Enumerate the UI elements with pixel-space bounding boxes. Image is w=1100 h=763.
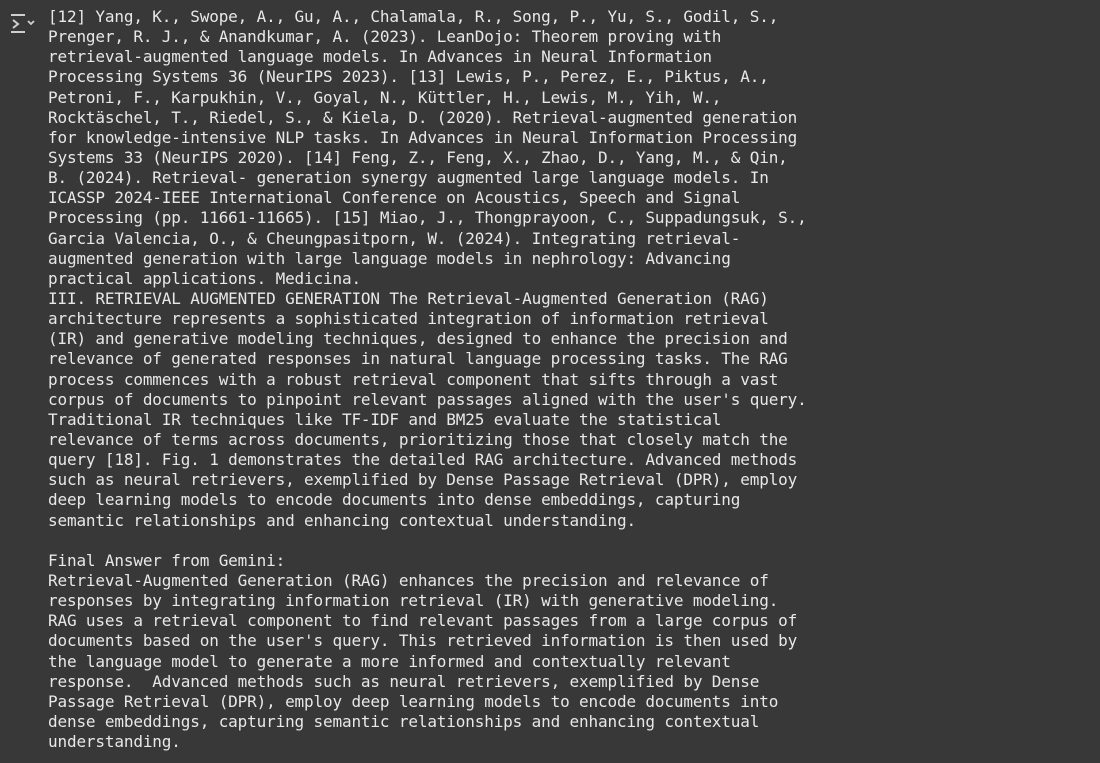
output-line: response. Advanced methods such as neural retrievers, exemplified by Dense — [48, 671, 760, 691]
output-line: Prenger, R. J., & Anandkumar, A. (2023). LeanDojo: Theorem proving with — [48, 27, 722, 47]
output-line: semantic relationships and enhancing contextual understanding. — [48, 510, 636, 530]
output-line: Systems 33 (NeurIPS 2020). [14] Feng, Z., Feng, X., Zhao, D., Yang, M., & Qin, — [48, 147, 788, 167]
output-line: Passage Retrieval (DPR), employ deep learning models to encode documents into — [48, 691, 779, 711]
output-line: retrieval-augmented language models. In Advances in Neural Information — [48, 47, 712, 67]
output-line: process commences with a robust retrieval component that sifts through a vast — [48, 369, 779, 389]
output-line: RAG uses a retrieval component to find relevant passages from a large corpus of — [48, 611, 798, 631]
output-line: Garcia Valencia, O., & Cheungpasitporn, W. (2024). Integrating retrieval- — [48, 228, 741, 248]
output-line: documents based on the user's query. This retrieved information is then used by — [48, 631, 798, 651]
output-line: Rocktäschel, T., Riedel, S., & Kiela, D. (2020). Retrieval-augmented generation — [48, 107, 798, 127]
output-line: Traditional IR techniques like TF-IDF and BM25 evaluate the statistical — [48, 409, 722, 429]
output-line: relevance of generated responses in natural language processing tasks. The RAG — [48, 349, 788, 369]
output-line — [48, 531, 1088, 551]
output-text — [48, 7, 1088, 752]
output-line: (IR) and generative modeling techniques, designed to enhance the precision and — [48, 329, 788, 349]
output-line: practical applications. Medicina. — [48, 268, 361, 288]
output-line: [12] Yang, K., Swope, A., Gu, A., Chalamala, R., Song, P., Yu, S., Godil, S., — [48, 7, 779, 26]
output-line: Petroni, F., Karpukhin, V., Goyal, N., Küttler, H., Lewis, M., Yih, W., — [48, 87, 722, 107]
output-line: relevance of terms across documents, prioritizing those that closely match the — [48, 429, 788, 449]
output-line: III. RETRIEVAL AUGMENTED GENERATION The Retrieval-Augmented Generation (RAG) — [48, 288, 769, 308]
output-line: corpus of documents to pinpoint relevant passages aligned with the user's query. — [48, 389, 807, 409]
output-line: Final Answer from Gemini: — [48, 550, 286, 570]
output-line: Processing Systems 36 (NeurIPS 2023). [13] Lewis, P., Perez, E., Piktus, A., — [48, 67, 769, 87]
output-line: the language model to generate a more informed and contextually relevant — [48, 651, 731, 671]
output-line: such as neural retrievers, exemplified by Dense Passage Retrieval (DPR), employ — [48, 470, 798, 490]
output-line: responses by integrating information retrieval (IR) with generative modeling. — [48, 591, 779, 611]
output-line: B. (2024). Retrieval- generation synergy augmented large language models. In — [48, 168, 769, 188]
output-line: Processing (pp. 11661-11665). [15] Miao, J., Thongprayoon, C., Suppadungsuk, S., — [48, 208, 807, 228]
output-toggle-icon[interactable] — [9, 12, 35, 34]
output-line: architecture represents a sophisticated integration of information retrieval — [48, 309, 769, 329]
output-line: dense embeddings, capturing semantic relationships and enhancing contextual — [48, 711, 760, 731]
output-line: Retrieval-Augmented Generation (RAG) enhances the precision and relevance of — [48, 570, 769, 590]
output-line: augmented generation with large language models in nephrology: Advancing — [48, 248, 731, 268]
output-line: for knowledge-intensive NLP tasks. In Advances in Neural Information Processing — [48, 127, 798, 147]
output-toggle-icon-glyph — [9, 12, 35, 34]
output-line: ICASSP 2024-IEEE International Conference on Acoustics, Speech and Signal — [48, 188, 741, 208]
output-line: query [18]. Fig. 1 demonstrates the detailed RAG architecture. Advanced methods — [48, 450, 798, 470]
output-line: understanding. — [48, 732, 181, 752]
output-line: deep learning models to encode documents into dense embeddings, capturing — [48, 490, 741, 510]
